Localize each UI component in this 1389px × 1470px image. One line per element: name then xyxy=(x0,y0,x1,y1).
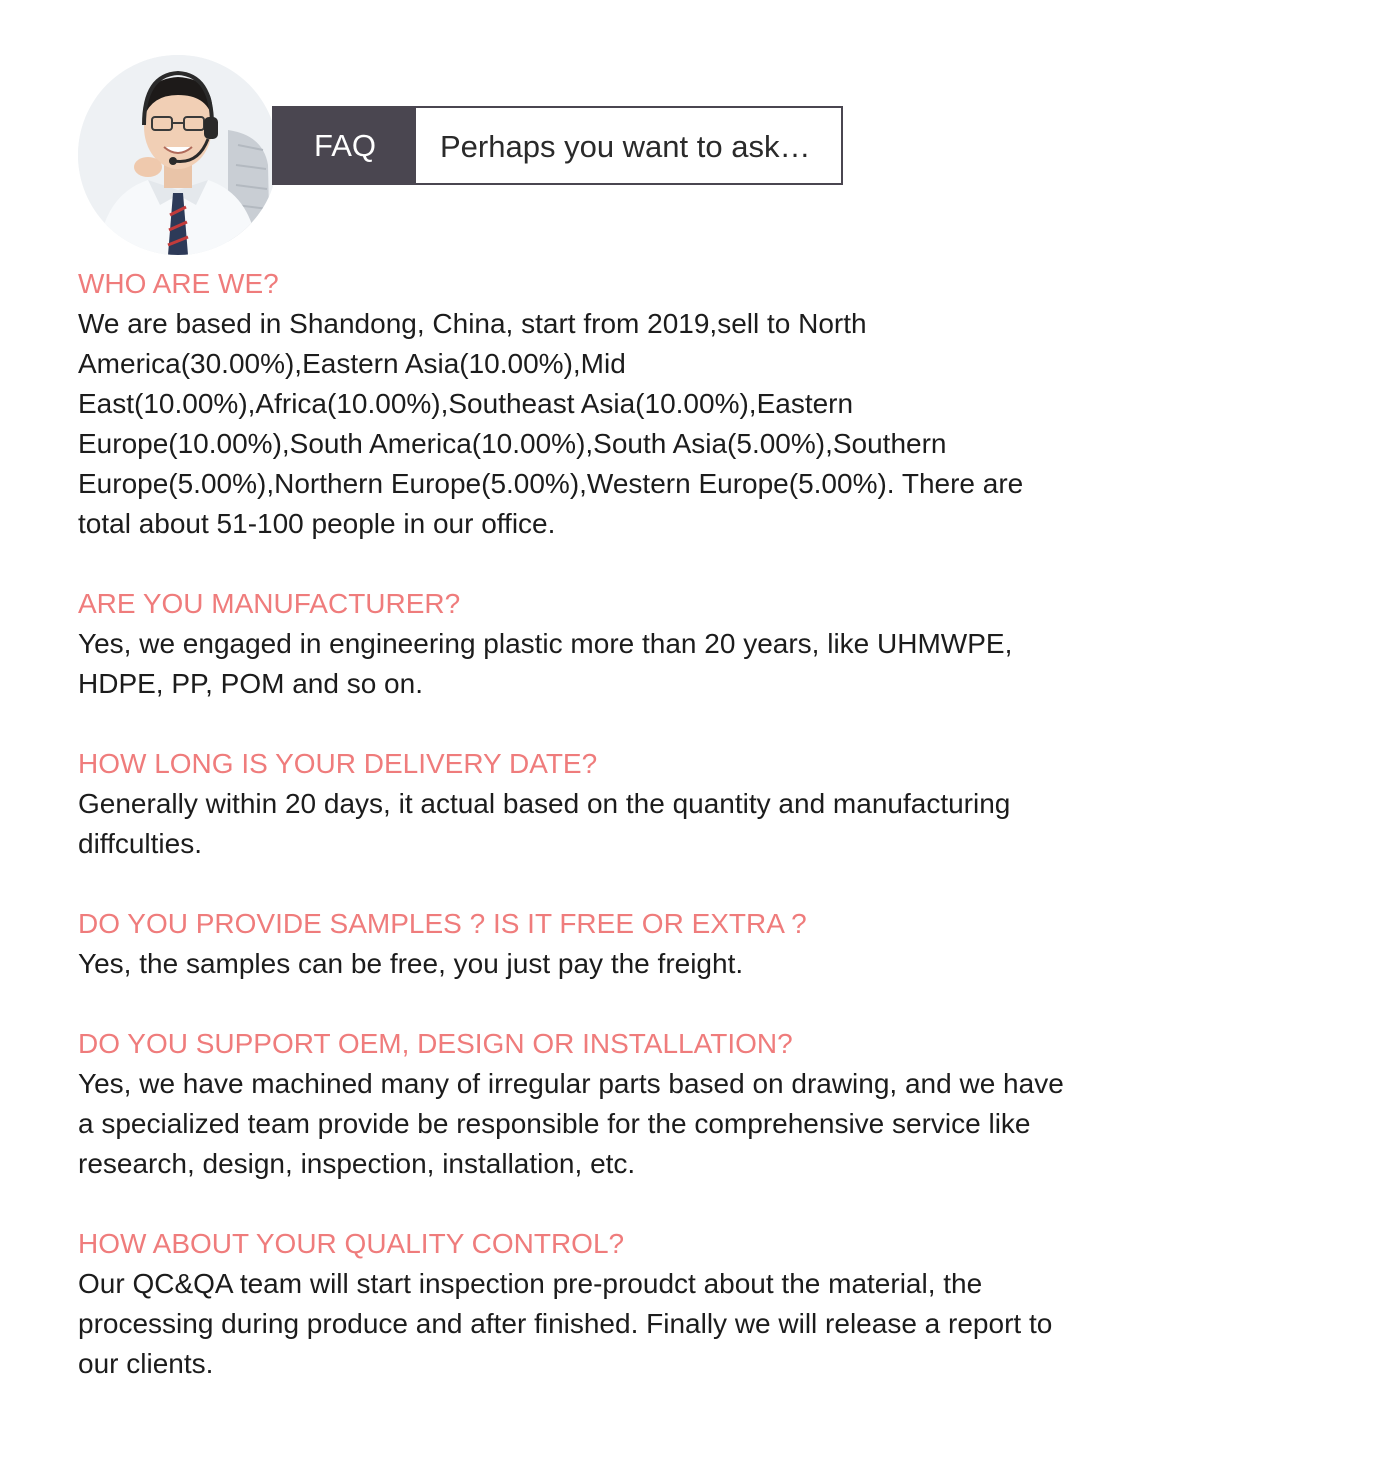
faq-list xyxy=(78,264,1258,1424)
faq-item-manufacturer xyxy=(78,584,1258,704)
answer-line: Yes, the samples can be free, you just pay the freight. xyxy=(78,948,744,979)
answer-line: East(10.00%),Africa(10.00%),Southeast Asia(10.00%),Eastern xyxy=(78,388,854,419)
answer-line: We are based in Shandong, China, start from 2019,sell to North xyxy=(78,308,867,339)
faq-question: HOW ABOUT YOUR QUALITY CONTROL? xyxy=(78,1228,625,1259)
faq-item-samples xyxy=(78,904,1258,984)
faq-answer xyxy=(78,784,1258,864)
faq-question: WHO ARE WE? xyxy=(78,268,279,299)
answer-line: Europe(5.00%),Northern Europe(5.00%),Western Europe(5.00%). There are xyxy=(78,468,1024,499)
faq-answer xyxy=(78,1264,1258,1384)
answer-line: Our QC&QA team will start inspection pre-proudct about the material, the xyxy=(78,1268,983,1299)
faq-item-quality-control xyxy=(78,1224,1258,1384)
faq-tag: FAQ xyxy=(272,106,416,185)
faq-question: DO YOU SUPPORT OEM, DESIGN OR INSTALLATION? xyxy=(78,1028,793,1059)
answer-line: Europe(10.00%),South America(10.00%),South Asia(5.00%),Southern xyxy=(78,428,947,459)
answer-line: Yes, we engaged in engineering plastic more than 20 years, like UHMWPE, xyxy=(78,628,1013,659)
faq-item-who-are-we xyxy=(78,264,1258,544)
faq-item-oem xyxy=(78,1024,1258,1184)
answer-line: our clients. xyxy=(78,1348,214,1379)
faq-question: DO YOU PROVIDE SAMPLES ? IS IT FREE OR EXTRA ? xyxy=(78,908,807,939)
faq-item-delivery xyxy=(78,744,1258,864)
answer-line: processing during produce and after finished. Finally we will release a report to xyxy=(78,1308,1053,1339)
customer-service-avatar xyxy=(78,55,278,255)
answer-line: a specialized team provide be responsible for the comprehensive service like xyxy=(78,1108,1031,1139)
answer-line: Yes, we have machined many of irregular parts based on drawing, and we have xyxy=(78,1068,1064,1099)
answer-line: diffculties. xyxy=(78,828,202,859)
answer-line: HDPE, PP, POM and so on. xyxy=(78,668,423,699)
faq-answer xyxy=(78,1064,1258,1184)
faq-question: ARE YOU MANUFACTURER? xyxy=(78,588,461,619)
faq-subtitle: Perhaps you want to ask… xyxy=(416,106,843,185)
faq-answer xyxy=(78,944,1258,984)
faq-question: HOW LONG IS YOUR DELIVERY DATE? xyxy=(78,748,598,779)
faq-answer xyxy=(78,304,1258,544)
answer-line: Generally within 20 days, it actual based on the quantity and manufacturing xyxy=(78,788,1011,819)
answer-line: research, design, inspection, installation, etc. xyxy=(78,1148,636,1179)
answer-line: America(30.00%),Eastern Asia(10.00%),Mid xyxy=(78,348,626,379)
agent-photo-icon xyxy=(78,55,278,255)
faq-answer xyxy=(78,624,1258,704)
answer-line: total about 51-100 people in our office. xyxy=(78,508,556,539)
